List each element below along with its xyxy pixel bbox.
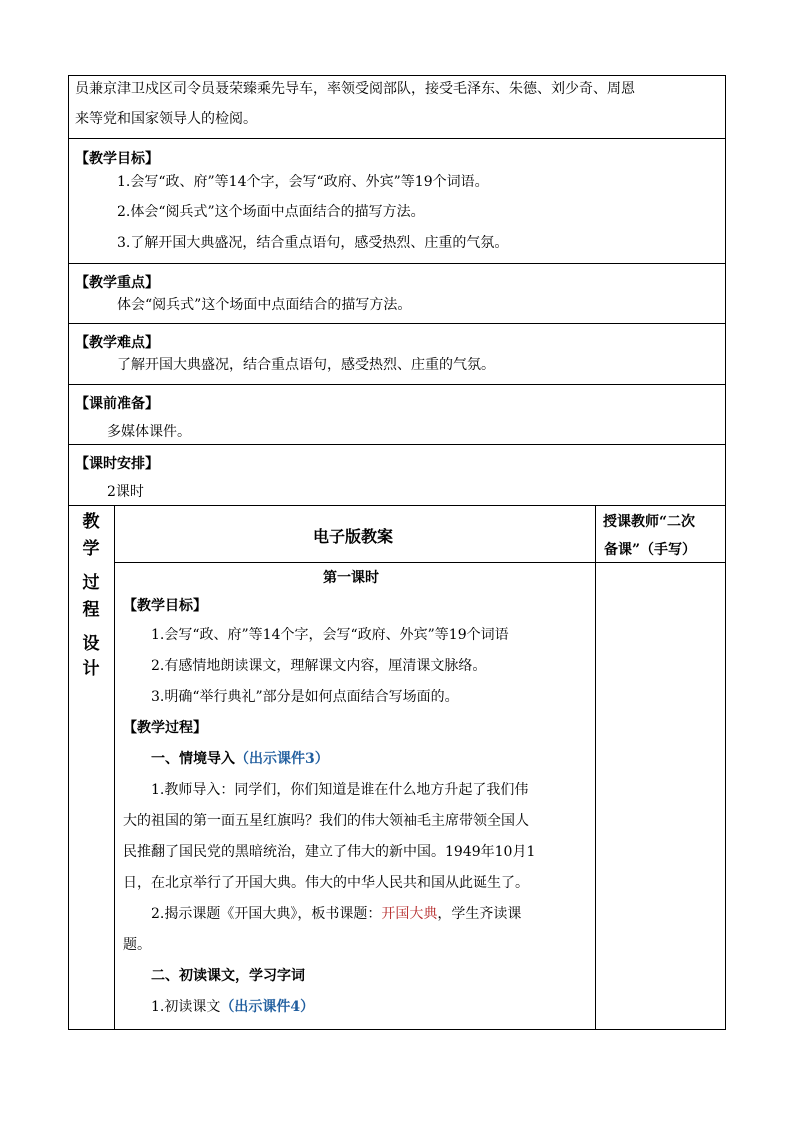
- lesson-plan-table: [68, 75, 726, 1030]
- keypoint-text: 体会“阅兵式”这个场面中点面结合的描写方法。: [117, 297, 412, 313]
- paragraph-text: ，学生齐读课: [437, 906, 522, 922]
- teacher-note-header-line-2: 备课”（手写）: [604, 542, 697, 558]
- difficulty-text: 了解开国大典盛况，结合重点语句，感受热烈、庄重的气氛。: [117, 357, 495, 373]
- electronic-plan-header: 电子版教案: [313, 527, 394, 546]
- courseware-ref: （出示课件4）: [220, 999, 315, 1015]
- goal-item: 1.会写“政、府”等14个字，会写“政府、外宾”等19个词语。: [117, 174, 489, 190]
- side-label-char: 过: [82, 573, 100, 593]
- intro-section: [69, 76, 725, 139]
- teacher-note-header-line-1: 授课教师“二次: [603, 514, 696, 530]
- lesson-goal-item: 1.会写“政、府”等14个字，会写“政府、外宾”等19个词语: [151, 627, 509, 643]
- intro-line-2: 来等党和国家领导人的检阅。: [75, 111, 257, 127]
- lesson-process-heading: 【教学过程】: [123, 720, 207, 736]
- step-1-heading: [151, 750, 329, 768]
- keypoint-section: [69, 264, 725, 324]
- paragraph-line: [151, 905, 521, 923]
- paragraph-line: 日，在北京举行了开国大典。伟大的中华人民共和国从此诞生了。: [123, 875, 529, 891]
- lesson-goals-heading: 【教学目标】: [123, 598, 207, 614]
- courseware-ref: （出示课件3）: [235, 751, 329, 767]
- schedule-heading: 【课时安排】: [75, 456, 159, 472]
- step-1-title: 一、情境导入: [151, 751, 235, 767]
- step-2-title: 二、初读课文，学习字词: [151, 968, 305, 984]
- side-label-char: 设: [82, 634, 100, 654]
- side-label-char: 程: [82, 600, 100, 620]
- side-label-char: 教: [82, 512, 100, 532]
- lesson-goal-item: 3.明确“举行典礼”部分是如何点面结合写场面的。: [151, 689, 459, 705]
- lesson-title: 第一课时: [323, 570, 379, 586]
- schedule-text: 2课时: [107, 484, 144, 500]
- goals-section: [69, 139, 725, 264]
- difficulty-section: [69, 324, 725, 385]
- lesson-content: [115, 563, 595, 1029]
- side-label-char: 计: [82, 659, 100, 679]
- paragraph-line: 民推翻了国民党的黑暗统治，建立了伟大的新中国。1949年10月1: [123, 844, 536, 860]
- step-2-item: [151, 998, 314, 1016]
- difficulty-heading: 【教学难点】: [75, 335, 159, 351]
- paragraph-text: 2.揭示课题《开国大典》，板书课题：: [151, 906, 382, 922]
- column-divider: [595, 506, 596, 1029]
- lesson-goal-item: 2.有感情地朗读课文，理解课文内容，厘清课文脉络。: [151, 658, 487, 674]
- prep-text: 多媒体课件。: [107, 424, 191, 440]
- paragraph-line: 大的祖国的第一面五星红旗吗？我们的伟大领袖毛主席带领全国人: [123, 813, 529, 829]
- intro-line-1: 员兼京津卫戍区司令员聂荣臻乘先导车，率领受阅部队，接受毛泽东、朱德、刘少奇、周恩: [75, 81, 635, 97]
- prep-heading: 【课前准备】: [75, 396, 159, 412]
- prep-section: [69, 385, 725, 445]
- keypoint-heading: 【教学重点】: [75, 275, 159, 291]
- step-2-item-text: 1.初读课文: [151, 999, 221, 1015]
- paragraph-line: 题。: [123, 937, 151, 953]
- goals-heading: 【教学目标】: [75, 151, 159, 167]
- paragraph-line: 1.教师导入：同学们，你们知道是谁在什么地方升起了我们伟: [151, 782, 529, 798]
- goal-item: 3.了解开国大典盛况，结合重点语句，感受热烈、庄重的气氛。: [117, 235, 509, 251]
- goal-item: 2.体会“阅兵式”这个场面中点面结合的描写方法。: [117, 204, 425, 220]
- schedule-section: [69, 445, 725, 506]
- side-label-char: 学: [82, 539, 100, 559]
- board-title: 开国大典: [381, 906, 438, 922]
